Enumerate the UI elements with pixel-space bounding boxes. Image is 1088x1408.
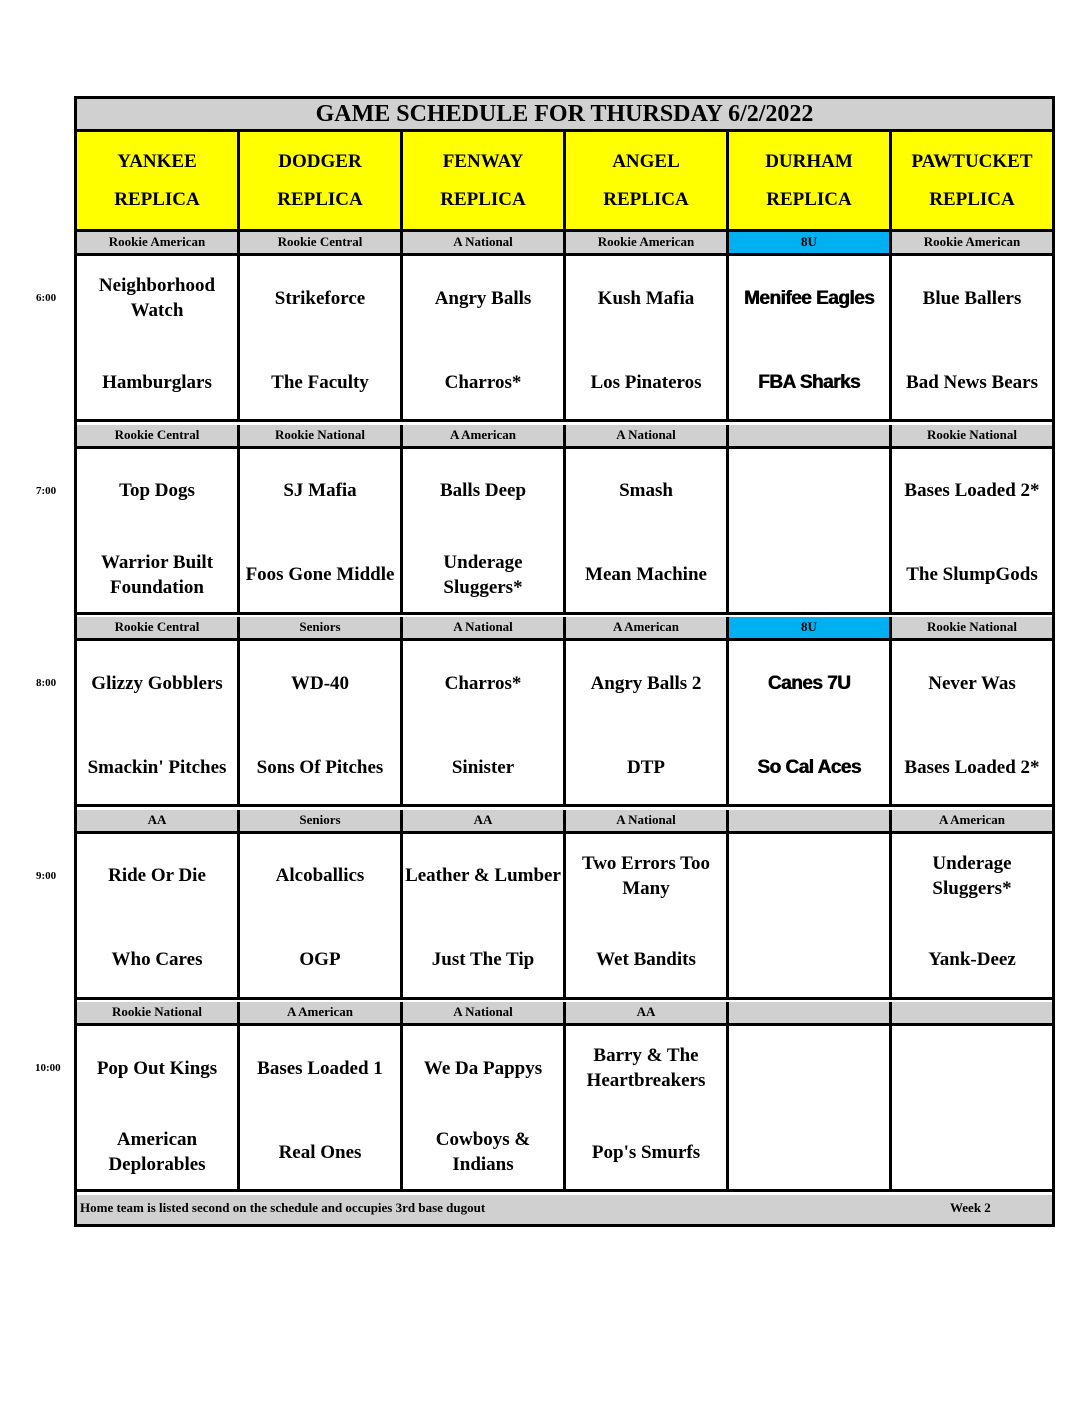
division-label: Seniors: [240, 617, 403, 638]
division-label: [892, 1002, 1052, 1023]
field-name: ANGEL: [612, 150, 680, 172]
away-team: Glizzy Gobblers: [91, 672, 223, 694]
division-label: 8U: [729, 617, 892, 638]
home-team: Hamburglars: [102, 371, 212, 393]
away-team: Underage Sluggers*: [932, 852, 1012, 899]
home-team: Sinister: [451, 756, 515, 778]
game-cell-durham: [729, 1026, 892, 1189]
game-row: [77, 449, 1052, 615]
away-team: Alcoballics: [275, 865, 365, 887]
away-team: Neighborhood Watch: [98, 275, 216, 321]
away-team: [892, 1038, 1052, 1098]
game-cell-angel: [566, 256, 729, 419]
home-team: The SlumpGods: [906, 564, 1038, 586]
division-label: A National: [403, 617, 566, 638]
home-team: Charros*: [444, 371, 522, 393]
game-cell-yankee: [77, 449, 240, 612]
division-row: [77, 1002, 1052, 1026]
game-cell-dodger: [240, 1026, 403, 1189]
field-sub: REPLICA: [440, 188, 526, 210]
field-name: YANKEE: [117, 150, 197, 172]
away-team: Top Dogs: [119, 480, 195, 502]
division-label: Rookie National: [892, 425, 1052, 446]
away-team: Balls Deep: [439, 480, 527, 502]
game-cell-angel: [566, 641, 729, 804]
division-label: [729, 810, 892, 831]
field-sub: REPLICA: [766, 188, 852, 210]
game-cell-durham: [729, 834, 892, 997]
away-team: Smash: [619, 480, 673, 502]
game-cell-pawtucket: [892, 641, 1052, 804]
division-label: AA: [77, 810, 240, 831]
division-row: [77, 232, 1052, 256]
division-label: A American: [566, 617, 729, 638]
field-name: DODGER: [278, 150, 362, 172]
field-sub: REPLICA: [114, 188, 200, 210]
away-team: [729, 1038, 889, 1098]
division-label: A American: [892, 810, 1052, 831]
division-label: 8U: [729, 232, 892, 253]
division-label: [729, 425, 892, 446]
game-cell-yankee: [77, 1026, 240, 1189]
home-team: Smackin' Pitches: [87, 756, 227, 778]
game-cell-dodger: [240, 641, 403, 804]
home-team: The Faculty: [271, 371, 369, 393]
division-label: Rookie National: [892, 617, 1052, 638]
home-team: Who Cares: [111, 949, 203, 971]
field-yankee: [77, 132, 240, 232]
game-cell-pawtucket: [892, 834, 1052, 997]
game-cell-fenway: [403, 449, 566, 612]
division-label: [729, 1002, 892, 1023]
game-cell-dodger: [240, 449, 403, 612]
time-slot-block: [77, 425, 1052, 615]
home-team: Mean Machine: [585, 564, 707, 586]
game-cell-dodger: [240, 256, 403, 419]
time-label: 9:00: [36, 869, 57, 882]
away-team: Ride Or Die: [108, 865, 206, 887]
home-team: Cowboys & Indians: [435, 1129, 531, 1176]
field-sub: REPLICA: [603, 188, 689, 210]
page-title: GAME SCHEDULE FOR THURSDAY 6/2/2022: [77, 99, 1052, 132]
away-team: Bases Loaded 2*: [904, 480, 1040, 502]
away-team: Never Was: [928, 672, 1016, 694]
home-team: Real Ones: [278, 1141, 362, 1163]
game-cell-angel: [566, 834, 729, 997]
time-slot-block: [77, 810, 1052, 1000]
division-label: A National: [403, 1002, 566, 1023]
division-row: [77, 617, 1052, 641]
division-label: AA: [566, 1002, 729, 1023]
time-slot-block: [77, 232, 1052, 422]
game-cell-angel: [566, 449, 729, 612]
home-team: FBA Sharks: [758, 371, 860, 393]
game-row: [77, 256, 1052, 422]
game-cell-durham: [729, 641, 892, 804]
home-team: [892, 1122, 1052, 1182]
game-row: [77, 641, 1052, 807]
division-label: Rookie American: [892, 232, 1052, 253]
away-team: Angry Balls 2: [590, 672, 702, 694]
field-durham: [729, 132, 892, 232]
away-team: Menifee Eagles: [743, 287, 875, 309]
home-team: Los Pinateros: [590, 371, 702, 393]
home-team: Bad News Bears: [906, 371, 1038, 393]
division-row: [77, 425, 1052, 449]
home-team: Foos Gone Middle: [245, 564, 395, 586]
game-cell-yankee: [77, 641, 240, 804]
field-dodger: [240, 132, 403, 232]
field-sub: REPLICA: [277, 188, 363, 210]
game-cell-fenway: [403, 1026, 566, 1189]
game-cell-dodger: [240, 834, 403, 997]
division-label: Rookie National: [240, 425, 403, 446]
home-team: Pop's Smurfs: [591, 1141, 701, 1163]
field-sub: REPLICA: [929, 188, 1015, 210]
division-label: Rookie American: [566, 232, 729, 253]
division-row: [77, 810, 1052, 834]
away-team: Blue Ballers: [922, 287, 1022, 309]
division-label: A American: [403, 425, 566, 446]
game-row: [77, 834, 1052, 1000]
time-label: 8:00: [36, 677, 57, 690]
footer: [77, 1195, 1052, 1224]
away-team: [729, 846, 889, 906]
time-slot-block: [77, 1002, 1052, 1192]
game-cell-durham: [729, 256, 892, 419]
home-team: Bases Loaded 2*: [904, 756, 1040, 778]
field-fenway: [403, 132, 566, 232]
away-team: Charros*: [444, 672, 522, 694]
home-team: Warrior Built Foundation: [100, 551, 214, 598]
home-team: DTP: [627, 756, 665, 778]
away-team: Two Errors Too Many: [581, 852, 711, 899]
game-cell-yankee: [77, 834, 240, 997]
division-label: A American: [240, 1002, 403, 1023]
home-team: Wet Bandits: [596, 949, 696, 971]
field-name: FENWAY: [442, 150, 524, 172]
division-label: A National: [403, 232, 566, 253]
home-team: OGP: [299, 949, 341, 971]
division-label: Rookie Central: [240, 232, 403, 253]
field-name: DURHAM: [765, 150, 853, 172]
field-pawtucket: [892, 132, 1052, 232]
division-label: Rookie Central: [77, 425, 240, 446]
division-label: AA: [403, 810, 566, 831]
away-team: Leather & Lumber: [405, 865, 561, 887]
home-team: [729, 1122, 889, 1182]
game-cell-angel: [566, 1026, 729, 1189]
game-cell-fenway: [403, 256, 566, 419]
home-team: Just The Tip: [431, 949, 535, 971]
game-row: [77, 1026, 1052, 1192]
division-label: Rookie American: [77, 232, 240, 253]
schedule-table: [74, 96, 1055, 1227]
time-label: 7:00: [36, 484, 57, 497]
away-team: Angry Balls: [434, 287, 532, 309]
away-team: SJ Mafia: [283, 480, 357, 502]
game-cell-durham: [729, 449, 892, 612]
home-team: American Deplorables: [108, 1129, 206, 1176]
away-team: Strikeforce: [274, 287, 366, 309]
game-cell-pawtucket: [892, 449, 1052, 612]
away-team: Barry & The Heartbreakers: [586, 1045, 706, 1092]
game-cell-fenway: [403, 641, 566, 804]
away-team: [729, 461, 889, 521]
division-label: Rookie National: [77, 1002, 240, 1023]
away-team: We Da Pappys: [423, 1057, 543, 1079]
division-label: Rookie Central: [77, 617, 240, 638]
division-label: A National: [566, 425, 729, 446]
away-team: Bases Loaded 1: [257, 1057, 383, 1079]
division-label: Seniors: [240, 810, 403, 831]
game-cell-pawtucket: [892, 1026, 1052, 1189]
home-team: Yank-Deez: [928, 949, 1016, 971]
footer-note: Home team is listed second on the schedule and occupies 3rd base dugout: [80, 1200, 486, 1215]
home-team: [729, 545, 889, 605]
away-team: Canes 7U: [767, 672, 851, 694]
game-cell-yankee: [77, 256, 240, 419]
away-team: Pop Out Kings: [96, 1057, 218, 1079]
time-slot-block: [77, 617, 1052, 807]
home-team: [729, 930, 889, 990]
field-angel: [566, 132, 729, 232]
away-team: Kush Mafia: [597, 287, 695, 309]
home-team: Sons Of Pitches: [256, 756, 384, 778]
game-cell-pawtucket: [892, 256, 1052, 419]
home-team: Underage Sluggers*: [443, 551, 523, 598]
field-header-row: [77, 132, 1052, 232]
division-label: A National: [566, 810, 729, 831]
away-team: WD-40: [290, 672, 350, 694]
time-label: 10:00: [35, 1062, 61, 1075]
field-name: PAWTUCKET: [911, 150, 1033, 172]
week-label: Week 2: [950, 1200, 991, 1215]
game-cell-fenway: [403, 834, 566, 997]
home-team: So Cal Aces: [757, 756, 861, 778]
time-label: 6:00: [36, 292, 57, 304]
